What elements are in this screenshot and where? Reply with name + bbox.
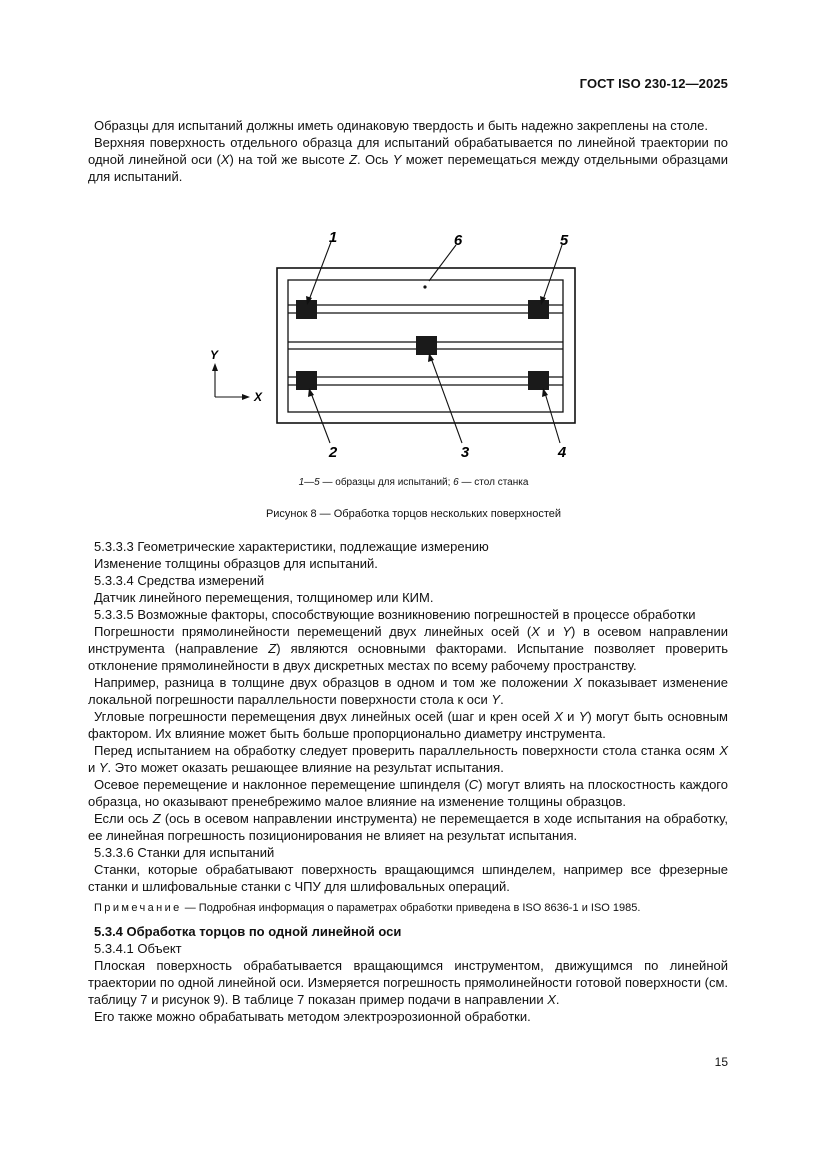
- text: Образцы для испытаний должны иметь одинаковую твердость и быть надежно закреплены на столе.: [94, 118, 708, 133]
- axis-ref: Z: [349, 152, 358, 167]
- figure-8-diagram: [200, 225, 600, 465]
- axis-ref: X: [531, 624, 540, 639]
- text: может перемещаться между отдельными образцами для испытаний.: [88, 152, 728, 184]
- label-5: 5: [559, 232, 569, 249]
- text: . Ось: [357, 152, 393, 167]
- text: Перед испытанием на обработку следует проверить параллельность поверхности стола станка осям: [94, 743, 720, 758]
- test-specimen-1: [296, 300, 317, 319]
- text: ) в осевом направлении инструмента (направление: [88, 624, 728, 656]
- legend-text: —: [304, 477, 315, 488]
- axis-ref: Z: [268, 641, 277, 656]
- text: показывает изменение локальной погрешности параллельности поверхности стола к оси: [88, 675, 728, 707]
- label-1: 1: [328, 229, 338, 246]
- legend-key: 5: [314, 477, 320, 488]
- text: и: [562, 709, 579, 724]
- text: ) могут быть основным фактором. Их влияние может быть больше пропорционально диаметру инструмента.: [88, 709, 728, 741]
- axis-ref: X: [220, 152, 230, 167]
- section-5-3-3-5-paragraph-3: [88, 708, 728, 742]
- text: Осевое перемещение и наклонное перемещение шпинделя (: [94, 777, 469, 792]
- section-5-3-3-5-title: 5.3.3.5 Возможные факторы, способствующие возникновению погрешностей в процессе обработки: [94, 607, 696, 622]
- axis-label-x: X: [253, 390, 263, 404]
- figure-legend: [0, 477, 827, 488]
- section-5-3-4-1-title: 5.3.4.1 Объект: [94, 941, 182, 956]
- section-5-3-3-6-title: 5.3.3.6 Станки для испытаний: [94, 845, 275, 860]
- leader-line-5: [543, 245, 562, 300]
- text: Если ось: [94, 811, 153, 826]
- note: [88, 900, 728, 917]
- section-5-3-3-3-title: 5.3.3.3 Геометрические характеристики, подлежащие измерению: [94, 539, 489, 554]
- section-5-3-3-5-paragraph-4: [88, 742, 728, 776]
- axis-ref: Y: [578, 709, 588, 724]
- text: (ось в осевом направлении инструмента) не перемещается в ходе испытания на обработку, ее линейная погрешность позиционирования не влияет на результат испытания.: [88, 811, 728, 843]
- intro-paragraph-1: [88, 117, 728, 134]
- text: Погрешности прямолинейности перемещений двух линейных осей (: [94, 624, 532, 639]
- text: и: [539, 624, 563, 639]
- section-5-3-3-4-title: 5.3.3.4 Средства измерений: [94, 573, 265, 588]
- axis-ref: X: [547, 992, 556, 1007]
- axis-ref: X: [554, 709, 563, 724]
- text: Плоская поверхность обрабатывается вращающимся инструментом, движущимся по линейной траектории по одной линейной оси. Измеряется погрешность прямолинейности готовой поверхности (см. таблицу 7 и рисунок 9). В таблице 7 показан пример подачи в направлении: [88, 958, 728, 1007]
- section-5-3-4-title: 5.3.4 Обработка торцов по одной линейной оси: [94, 924, 402, 939]
- axis-ref: X: [573, 675, 583, 690]
- legend-text: — стол станка: [458, 477, 529, 488]
- axis-ref: C: [468, 777, 479, 792]
- text: . Это может оказать решающее влияние на результат испытания.: [107, 760, 504, 775]
- section-5-3-4-1-paragraph-1: [88, 957, 728, 1008]
- figure-caption: Рисунок 8 — Обработка торцов нескольких поверхностей: [265, 508, 562, 520]
- text: Угловые погрешности перемещения двух линейных осей (шаг и крен осей: [94, 709, 555, 724]
- x-axis-arrow: [242, 394, 250, 400]
- intro-paragraph-2: [88, 134, 728, 185]
- axis-ref: Y: [98, 760, 108, 775]
- test-specimen-3: [416, 336, 437, 355]
- axis-ref: Z: [152, 811, 161, 826]
- text: Верхняя поверхность отдельного образца для испытаний обрабатывается по линейной траектории по одной линейной оси (: [88, 135, 728, 167]
- section-5-3-3-6-text: Станки, которые обрабатывают поверхность вращающимся шпинделем, например все фрезерные станки и шлифовальные станки с ЧПУ для шлифовальных операций.: [88, 862, 728, 894]
- legend-key: 1: [298, 477, 305, 488]
- test-specimen-5: [528, 300, 549, 319]
- section-5-3-3-5-paragraph-5: [88, 776, 728, 810]
- text: .: [500, 692, 504, 707]
- text: ) на той же высоте: [229, 152, 350, 167]
- test-specimen-4: [528, 371, 549, 390]
- note-label: Примечание: [94, 902, 182, 914]
- text: Например, разница в толщине двух образцов в одном и том же положении: [94, 675, 574, 690]
- section-5-3-3-5-paragraph-1: [88, 623, 728, 674]
- section-5-3-3-5-paragraph-6: [88, 810, 728, 844]
- legend-text: — образцы для испытаний;: [319, 477, 454, 488]
- axis-ref: Y: [392, 152, 402, 167]
- test-specimen-2: [296, 371, 317, 390]
- legend-key: 6: [453, 477, 459, 488]
- section-5-3-3-3-text: Изменение толщины образцов для испытаний.: [94, 556, 378, 571]
- y-axis-arrow: [212, 363, 218, 371]
- leader-line-6: [429, 245, 456, 281]
- text: и: [88, 760, 99, 775]
- label-6: 6: [453, 232, 463, 249]
- body-block: [88, 538, 728, 1025]
- figure-8: [200, 225, 600, 465]
- axis-ref: X: [719, 743, 728, 758]
- note-text: — Подробная информация о параметрах обработки приведена в ISO 8636-1 и ISO 1985.: [181, 902, 641, 914]
- intro-block: [88, 117, 728, 185]
- leader-line-3: [431, 358, 462, 443]
- leader-line-1: [309, 242, 331, 300]
- page-number: 15: [714, 1055, 728, 1069]
- section-5-3-3-4-text: Датчик линейного перемещения, толщиномер или КИМ.: [94, 590, 434, 605]
- leader-line-4: [545, 393, 560, 443]
- text: ) являются основными факторами. Испытание позволяет проверить отклонение прямолинейности в двух дискретных местах по всему рабочему пространству.: [88, 641, 728, 673]
- text: ) могут влиять на плоскостность каждого образца, но оказывают пренебрежимо малое влияние на изменение толщины образцов.: [88, 777, 728, 809]
- section-5-3-4-1-paragraph-2: Его также можно обрабатывать методом электроэрозионной обработки.: [94, 1009, 531, 1024]
- text: .: [555, 992, 560, 1007]
- label-3: 3: [460, 444, 470, 461]
- leader-line-2: [311, 393, 330, 443]
- label-2: 2: [328, 444, 338, 461]
- document-id-header: ГОСТ ISO 230-12—2025: [579, 76, 728, 91]
- axis-ref: Y: [562, 624, 572, 639]
- table-point: [423, 285, 426, 288]
- label-4: 4: [557, 444, 567, 461]
- axis-label-y: Y: [209, 348, 219, 362]
- section-5-3-3-5-paragraph-2: [88, 674, 728, 708]
- axis-ref: Y: [491, 692, 501, 707]
